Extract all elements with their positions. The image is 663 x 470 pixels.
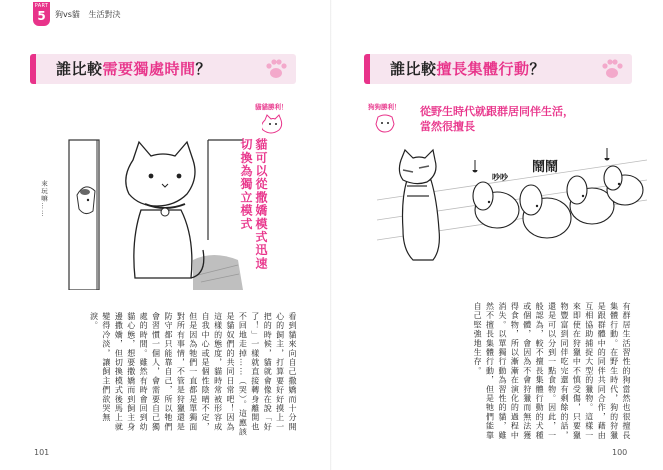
title-suffix: ？ (529, 60, 546, 78)
cat-and-dog-illustration (33, 100, 243, 290)
part-tag (33, 2, 50, 26)
speech-right: 鬧鬧 (532, 160, 559, 175)
paw-icon (264, 58, 288, 80)
speech-left: 吵吵 (492, 173, 508, 182)
page-number-right: 100 (612, 448, 628, 457)
page-title (56, 58, 211, 79)
title-prefix: 誰比較 (56, 60, 103, 78)
part-number: 5 (37, 9, 46, 23)
left-body-text: 看到貓來向自己撒嬌而十分開心的飼主，打算要好好摸上一把的時候，貓就會像在說「好了！」一樣就直接轉身離開也不回地走掉……（哭）。這應該是貓奴們的共同日常吧！因為這樣的態度，貓時常被形容成自我中心或是個性陰晴不定，但是因為牠們一直都是單獨面對所有事情，不管是狩獵還是防守都只能靠自己，所以牠們會習慣一個人，會需要自己獨處的時間。雖然有時會回到幼貓心態，想要撒嬌而到飼主身邊撒嬌，但切換模式後馬上就變得冷淡，讓飼主們欲哭無淚。 (89, 312, 297, 437)
title-accent: 擅長集體行動 (436, 60, 530, 78)
subheadline-line-2: 當然很擅長 (420, 120, 475, 133)
cat-and-puppies-illustration (377, 140, 647, 280)
dog-face-icon (374, 113, 396, 133)
part-word: PART (34, 3, 49, 9)
subheadline-line-1: 從野生時代就跟群居同伴生活， (420, 105, 574, 118)
left-page (0, 0, 331, 470)
right-subheadline (420, 104, 574, 134)
title-suffix: ？ (195, 60, 212, 78)
title-prefix: 誰比較 (390, 60, 437, 78)
page-number-left: 101 (34, 448, 50, 457)
title-accent: 需要獨處時間 (102, 60, 196, 78)
section-subtitle: 生活對決 (88, 10, 121, 19)
right-page (332, 0, 663, 470)
section-title-bar (364, 54, 632, 84)
badge-label: 貓貓勝利！ (255, 103, 288, 111)
dog-speech: 來玩嘛…… (40, 180, 48, 218)
right-body-text: 有群居生活習性的狗當然也很擅長集體行動。在野生時代，狗的狩獵是跟群體中的同伴共同合作，藉由互相協助捕捉大型的獵物。這樣一來即使在狩獵中不慎受傷，只要獵物豐富到同伴吃完還有剩餘的話，還是可以分到一點食物。因此，一般認為，較不擅長集體行動的犬種或個體，會因為不會狩獵而無法獲得食物，所以漸漸在演化的過程中消失。以單獨行動為習性的貓，雖然不擅長集體行動，但是牠們能靠自己堅強地生存。 (473, 302, 631, 440)
badge-label: 狗狗勝利！ (368, 103, 401, 111)
section-title: 狗vs貓 (55, 10, 80, 19)
page-title (390, 58, 545, 79)
winner-badge (255, 102, 288, 111)
running-header (55, 9, 126, 20)
section-title-bar (30, 54, 296, 84)
paw-icon (600, 58, 624, 80)
left-headline: 貓可以從撒嬌模式迅速切換為獨立模式 (239, 138, 268, 270)
cat-face-icon (262, 114, 284, 134)
winner-badge (368, 102, 401, 111)
